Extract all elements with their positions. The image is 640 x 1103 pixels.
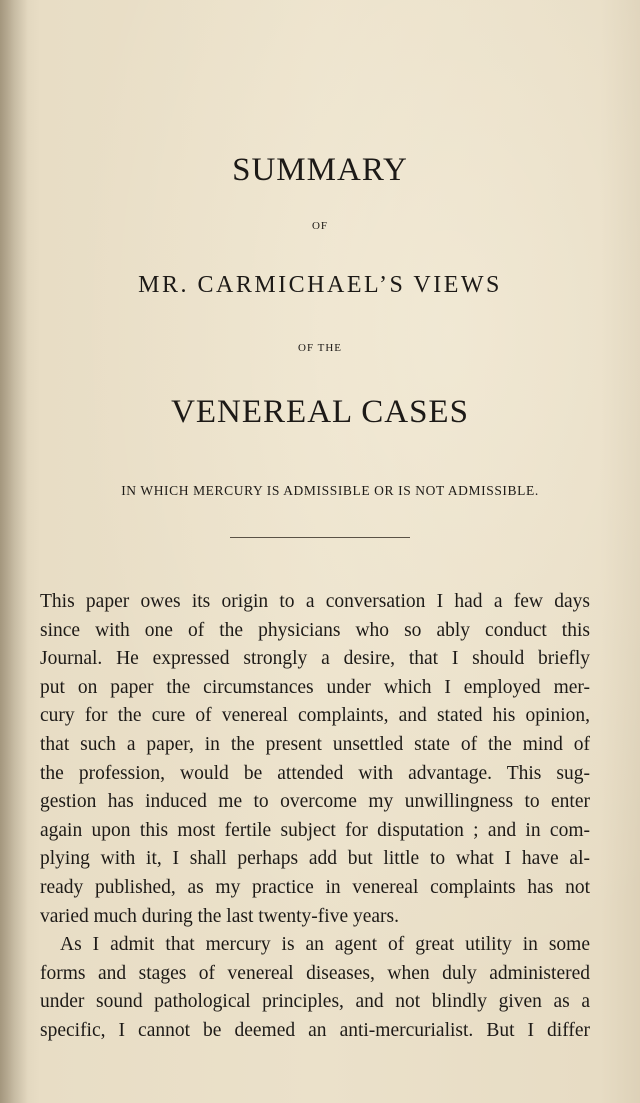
title-carmichael-views: MR. CARMICHAEL’S VIEWS — [138, 272, 502, 298]
body-line: under sound pathological principles, and not blindly given as a — [40, 991, 590, 1013]
body-line: Journal. He expressed strongly a desire, that I should briefly — [40, 648, 590, 670]
body-line: plying with it, I shall perhaps add but little to what I have al- — [40, 848, 590, 870]
body-line: specific, I cannot be deemed an anti-mercurialist. But I differ — [40, 1019, 590, 1041]
divider-rule — [230, 537, 410, 538]
title-venereal-cases: VENEREAL CASES — [171, 394, 469, 430]
body-line: cury for the cure of venereal complaints, and stated his opinion, — [40, 705, 590, 727]
title-of: OF — [311, 220, 329, 232]
subtitle: IN WHICH MERCURY IS ADMISSIBLE OR IS NOT ADMISSIBLE. — [121, 483, 539, 498]
body-line: gestion has induced me to overcome my unwillingness to enter — [40, 791, 590, 813]
body-line: This paper owes its origin to a conversation I had a few days — [40, 591, 590, 612]
title-of-the: OF THE — [298, 342, 342, 354]
body-line: again upon this most fertile subject for disputation ; and in com- — [40, 819, 590, 841]
body-line: As I admit that mercury is an agent of great utility in some — [60, 934, 590, 956]
title-summary: SUMMARY — [232, 152, 408, 188]
body-line: the profession, would be attended with advantage. This sug- — [40, 762, 590, 784]
body-line: forms and stages of venereal diseases, when duly administered — [40, 962, 590, 984]
body-line: ready published, as my practice in venereal complaints has not — [40, 876, 590, 898]
body-line: varied much during the last twenty-five years. — [40, 905, 400, 927]
body-line: put on paper the circumstances under which I employed mer- — [40, 676, 590, 698]
body-line: since with one of the physicians who so ably conduct this — [40, 619, 590, 641]
body-line: that such a paper, in the present unsettled state of the mind of — [40, 733, 590, 755]
body-text — [40, 588, 590, 1046]
